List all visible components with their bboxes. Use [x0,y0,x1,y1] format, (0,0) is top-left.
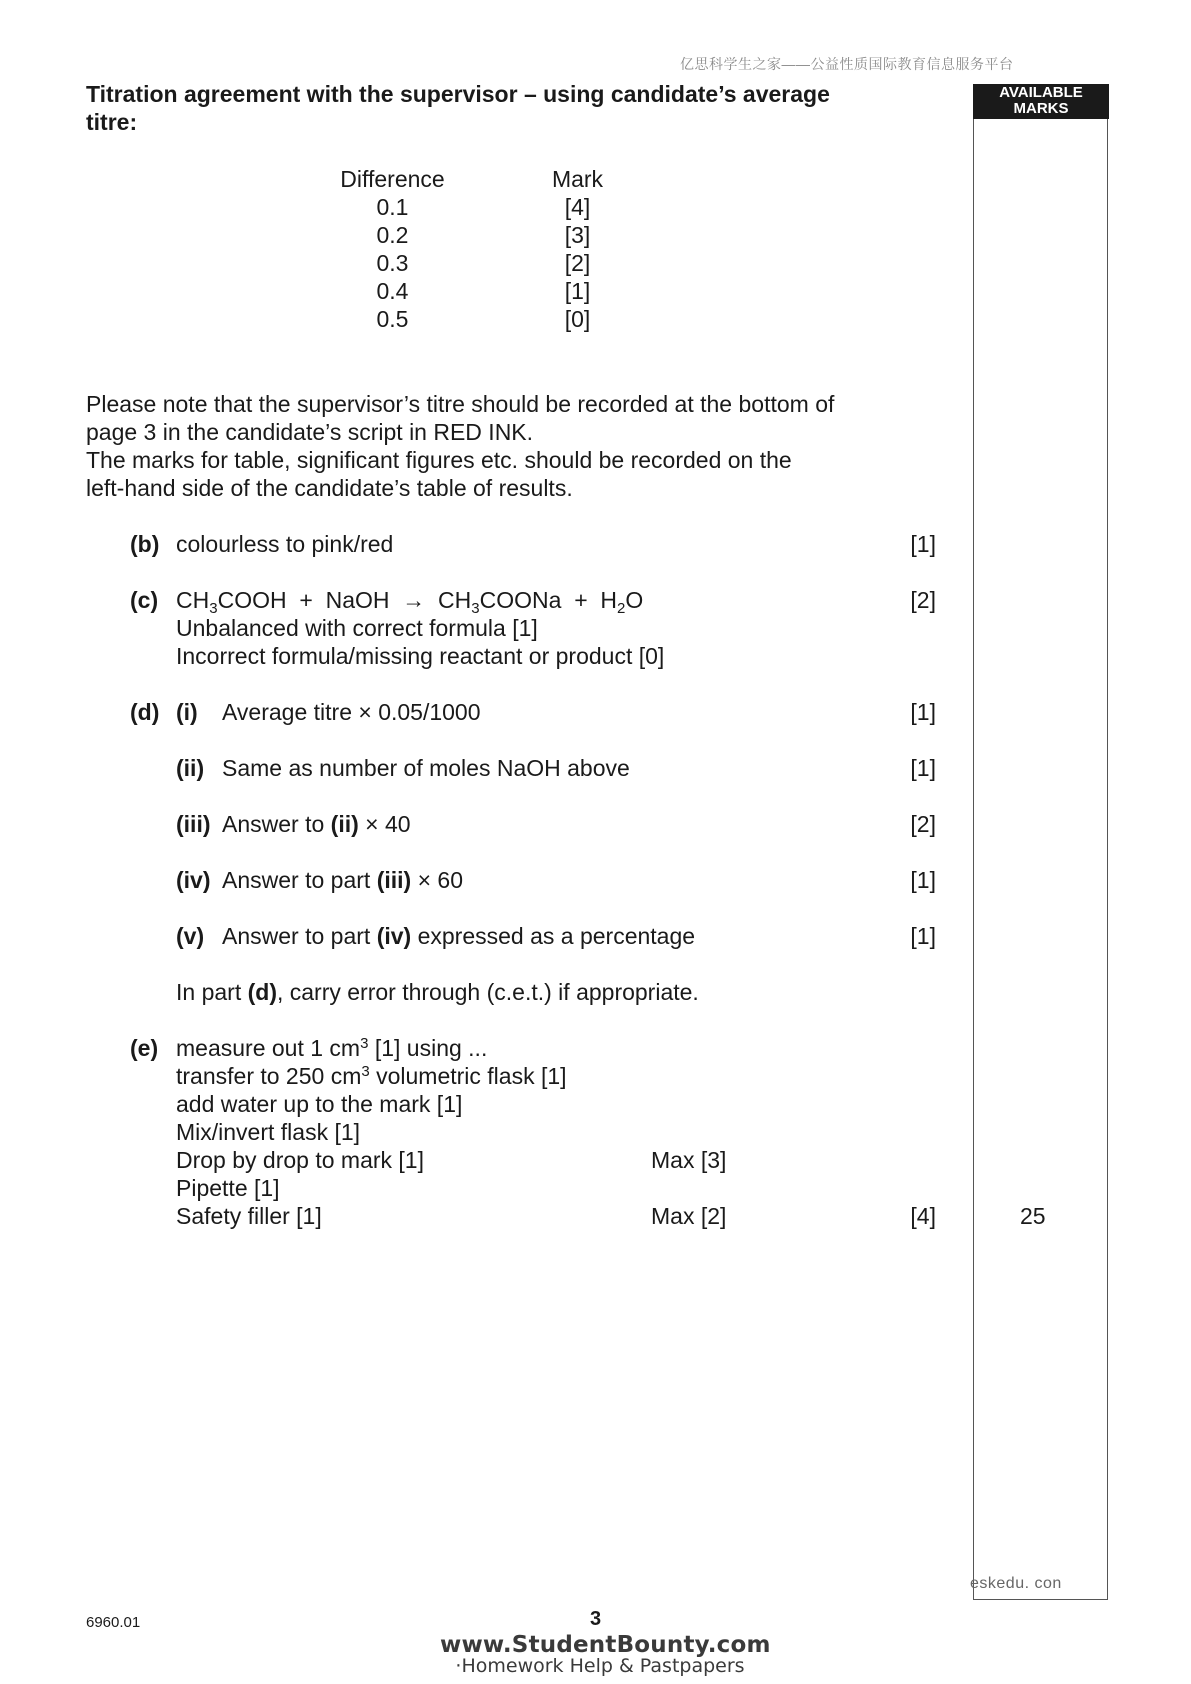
studentbounty-logo [440,1632,771,1677]
part-d-iv-mark: [1] [910,867,936,893]
part-e-line1-text [176,1034,487,1062]
part-d-iii-ref: (ii) [330,811,359,837]
part-d-iii-post: × 40 [358,811,411,837]
eq-water: H [600,587,618,613]
part-d-note-post: , carry error through (c.e.t.) if appropriate. [276,979,699,1005]
part-e-line6-text: Pipette [1] [176,1175,280,1201]
part-e-line7-text: Safety filler [1] [176,1203,322,1229]
mark-cell: [3] [564,222,591,248]
part-d-iii-text [222,810,411,838]
part-d-ii-text: Same as number of moles NaOH above [222,755,630,781]
section-heading [86,80,926,136]
eq-acid-rest: COOH [217,587,287,613]
difference-header: Difference [340,166,445,192]
note-line: Please note that the supervisor’s titre should be recorded at the bottom of [86,391,835,417]
part-d-note-pre: In part [176,979,248,1005]
part-d-v-pre: Answer to part [222,923,377,949]
part-c-equation [176,586,644,617]
available-marks-line2: MARKS [1013,100,1069,117]
paper-code: 6960.01 [86,1614,141,1631]
part-e-line2-text [176,1062,567,1090]
table-row [320,305,660,333]
part-d-v-post: expressed as a percentage [411,923,696,949]
note-line: left-hand side of the candidate’s table of results. [86,475,573,501]
part-c-line3-text: Incorrect formula/missing reactant or product [0] [176,643,665,669]
heading-line2: titre: [86,109,138,135]
eq-acid-sub: 3 [209,600,218,617]
part-b-label: (b) [130,531,160,557]
part-c-line2-text: Unbalanced with correct formula [1] [176,615,538,641]
eq-plus: + [299,587,313,613]
table-header [320,165,660,193]
part-e-l2-pre: transfer to 250 cm [176,1063,362,1089]
part-d-iv-post: × 60 [411,867,463,893]
eq-water-sub: 2 [617,600,626,617]
part-d-v-mark: [1] [910,923,936,949]
part-d-v-text [222,922,695,950]
part-d-v-label: (v) [176,923,205,949]
bounty-tagline: ·Homework Help & Pastpapers [455,1655,745,1677]
mark-cell: [2] [564,250,591,276]
eq-acid: CH [176,587,210,613]
eq-salt: CH [438,587,472,613]
available-marks-column [973,84,1108,1600]
part-e-l1-post: [1] using ... [368,1035,488,1061]
part-e-line3-text: add water up to the mark [1] [176,1091,463,1117]
part-e-l1-sup: 3 [360,1035,369,1052]
part-d-ii-mark: [1] [910,755,936,781]
part-d-v-ref: (iv) [376,923,412,949]
part-d-note-text [176,978,699,1006]
table-row [320,193,660,221]
eq-base: NaOH [325,587,390,613]
marking-note [86,390,926,502]
part-e-l2-sup: 3 [361,1063,370,1080]
available-marks-header [973,84,1109,119]
part-d-iv-label: (iv) [176,867,211,893]
part-e-l1-pre: measure out 1 cm [176,1035,361,1061]
difference-cell: 0.4 [376,278,409,304]
part-e-mark: [4] [910,1203,936,1229]
note-line: page 3 in the candidate’s script in RED INK. [86,419,534,445]
eq-water-rest: O [625,587,644,613]
part-e-max2: Max [2] [651,1203,727,1229]
eq-arrow: → [402,587,426,613]
part-e-label: (e) [130,1035,159,1061]
mark-cell: [4] [564,194,591,220]
note-line: The marks for table, significant figures etc. should be recorded on the [86,447,792,473]
part-d-iv-text [222,866,463,894]
part-d-i-label: (i) [176,699,198,725]
difference-cell: 0.1 [376,194,409,220]
eq-salt-sub: 3 [471,600,480,617]
part-d-i-text: Average titre × 0.05/1000 [222,699,481,725]
heading-line1: Titration agreement with the supervisor – using candidate’s average [86,81,830,107]
part-d-iv-ref: (iii) [376,867,412,893]
difference-mark-table [320,165,660,333]
part-e-line4-text: Mix/invert flask [1] [176,1119,361,1145]
part-d-iii-pre: Answer to [222,811,331,837]
total-available-marks: 25 [1020,1203,1046,1229]
part-b-mark: [1] [910,531,936,557]
table-row [320,249,660,277]
part-d-iv-pre: Answer to part [222,867,377,893]
part-e-max3: Max [3] [651,1147,727,1173]
part-e-line5-text: Drop by drop to mark [1] [176,1147,424,1173]
bounty-site: www.StudentBounty.com [440,1632,771,1658]
difference-cell: 0.3 [376,250,409,276]
difference-cell: 0.5 [376,306,409,332]
part-d-iii-mark: [2] [910,811,936,837]
watermark-bottom: eskedu. con [970,1575,1062,1592]
table-row [320,221,660,249]
watermark-top: 亿思科学生之家——公益性质国际教育信息服务平台 [680,56,1014,72]
part-c-label: (c) [130,587,159,613]
mark-header: Mark [551,166,604,192]
part-d-label: (d) [130,699,160,725]
mark-cell: [1] [564,278,591,304]
difference-cell: 0.2 [376,222,409,248]
part-c-mark: [2] [910,587,936,613]
part-d-i-mark: [1] [910,699,936,725]
available-marks-line1: AVAILABLE [999,84,1083,101]
part-d-note-ref: (d) [247,979,277,1005]
eq-plus: + [574,587,588,613]
part-e-l2-post: volumetric flask [1] [369,1063,567,1089]
eq-salt-rest: COONa [479,587,562,613]
page-number: 3 [590,1608,602,1630]
part-b-text: colourless to pink/red [176,531,394,557]
table-row [320,277,660,305]
part-d-ii-label: (ii) [176,755,205,781]
mark-cell: [0] [564,306,591,332]
part-d-iii-label: (iii) [176,811,211,837]
